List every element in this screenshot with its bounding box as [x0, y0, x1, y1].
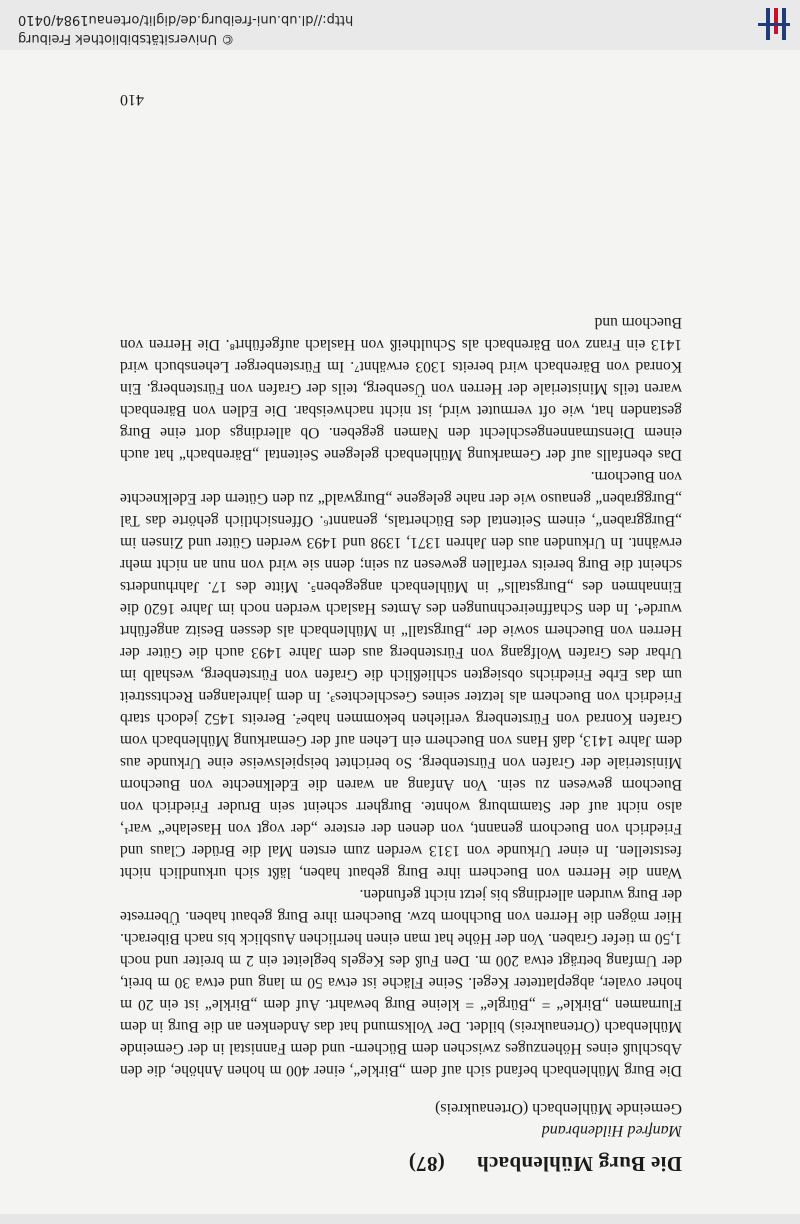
viewer-footer	[0, 0, 800, 50]
scan-edge	[0, 1214, 800, 1224]
article	[120, 311, 682, 1176]
source-url-link[interactable]: http://dl.ub.uni-freiburg.de/diglit/ortenau1984/0410	[18, 12, 354, 27]
article-author: Manfred Hildenbrand	[541, 1122, 682, 1139]
copyright-text: © Universitätsbibliothek Freiburg	[18, 31, 235, 46]
article-title: Die Burg Mühlenbach	[476, 1152, 682, 1176]
paragraph-2: Wann die Herren von Buechern ihre Burg gebaut haben, läßt sich urkundlich nicht feststellen. In einer Urkunde von 1313 werden zum ersten Mal die Brüder Claus und Friedrich von Buechorn genannt, von denen der erstere „der vogt von Haselahe“ war¹, also nicht auf der Stammburg wohnte. Burgherr scheint sein Bruder Friedrich von Buechorn gewesen zu sein. Von Anfang an waren die Edelknechte von Buechorn Ministeriale der Grafen von Fürstenberg. So berichtet beispielsweise eine Urkunde aus dem Jahre 1413, daß Hans von Buechern ein Lehen auf der Gemarkung Mühlenbach vom Grafen Konrad von Fürstenberg verliehen bekommen habe². Bereits 1452 jedoch starb Friedrich von Buechern als letzter seines Geschlechtes³. In dem jahrelangen Rechtsstreit um das Erbe Friedrichs obsiegten schließlich die Grafen von Fürstenberg, weshalb im Urbar des Grafen Wolfgang von Fürstenberg aus dem Jahre 1493 auch die Güter der Herren von Buechern sowie der „Burgstall“ in Mühlenbach als dessen Besitz angeführt wurde⁴. In den Schaffneirechnungen des Amtes Haslach werden noch im Jahre 1620 die Einnahmen des „Burgstalls“ in Mühlenbach angegeben⁵. Mitte des 17. Jahrhunderts scheint die Burg bereits verfallen gewesen zu sein; denn sie wird von nun an nicht mehr erwähnt. In Urkunden aus den Jahren 1371, 1398 und 1493 werden Güter und Zinsen im „Burggraben“, einem Seitental des Büchertals, genannt⁶. Offensichtlich gehörte das Tal „Burggraben“ genauso wie der nahe gelegene „Burgwald“ zu den Gütern der Edelknechte von Buechorn.	[120, 468, 682, 881]
article-subtitle: Gemeinde Mühlenbach (Ortenaukreis)	[434, 1100, 682, 1117]
article-number: (87)	[408, 1152, 445, 1176]
page-number: 410	[120, 91, 144, 108]
paragraph-1: Die Burg Mühlenbach befand sich auf dem „Birkle“, einer 400 m hohen Anhöhe, die den Abschluß eines Höhenzuges zwischen dem Büchern- und dem Fannistal in der Gemeinde Mühlenbach (Ortenaukreis) bildet. Der Volksmund hat das Andenken an die Burg in dem Flurnamen „Birkle“ = „Bürgle“ = kleine Burg bewahrt. Auf dem „Birkle“ ist ein 20 m hoher ovaler, abgeplatteter Kegel. Seine Fläche ist etwa 50 m lang und etwa 30 m breit, der Umfang beträgt etwa 200 m. Den Fuß des Kegels begleitet ein 2 m breiter und noch 1,50 m tiefer Graben. Von der Höhe hat man einen herrlichen Ausblick bis nach Biberach. Hier mögen die Herren von Buchhorn bzw. Buechern ihre Burg gebaut haben. Überreste der Burg wurden allerdings bis jetzt nicht gefunden.	[120, 886, 682, 1079]
ub-freiburg-logo-icon	[752, 4, 792, 44]
paragraph-3: Das ebenfalls auf der Gemarkung Mühlenbach gelegene Seitental „Bärenbach“ hat auch einem Dienstmannengeschlecht den Namen gegeben. Ob allerdings dort eine Burg gestanden hat, wie oft vermutet wird, ist nicht nachweisbar. Die Edlen von Bärenbach waren teils Ministeriale der Herren von Üsenberg, teils der Grafen von Fürstenberg. Ein Konrad von Bärenbach wird bereits 1303 erwähnt⁷. Im Fürstenberger Lehensbuch wird 1413 ein Franz von Bärenbach als Schultheiß von Haslach aufgeführt⁸. Die Herren von Buechorn und	[120, 314, 682, 463]
article-title-row	[120, 1151, 682, 1176]
